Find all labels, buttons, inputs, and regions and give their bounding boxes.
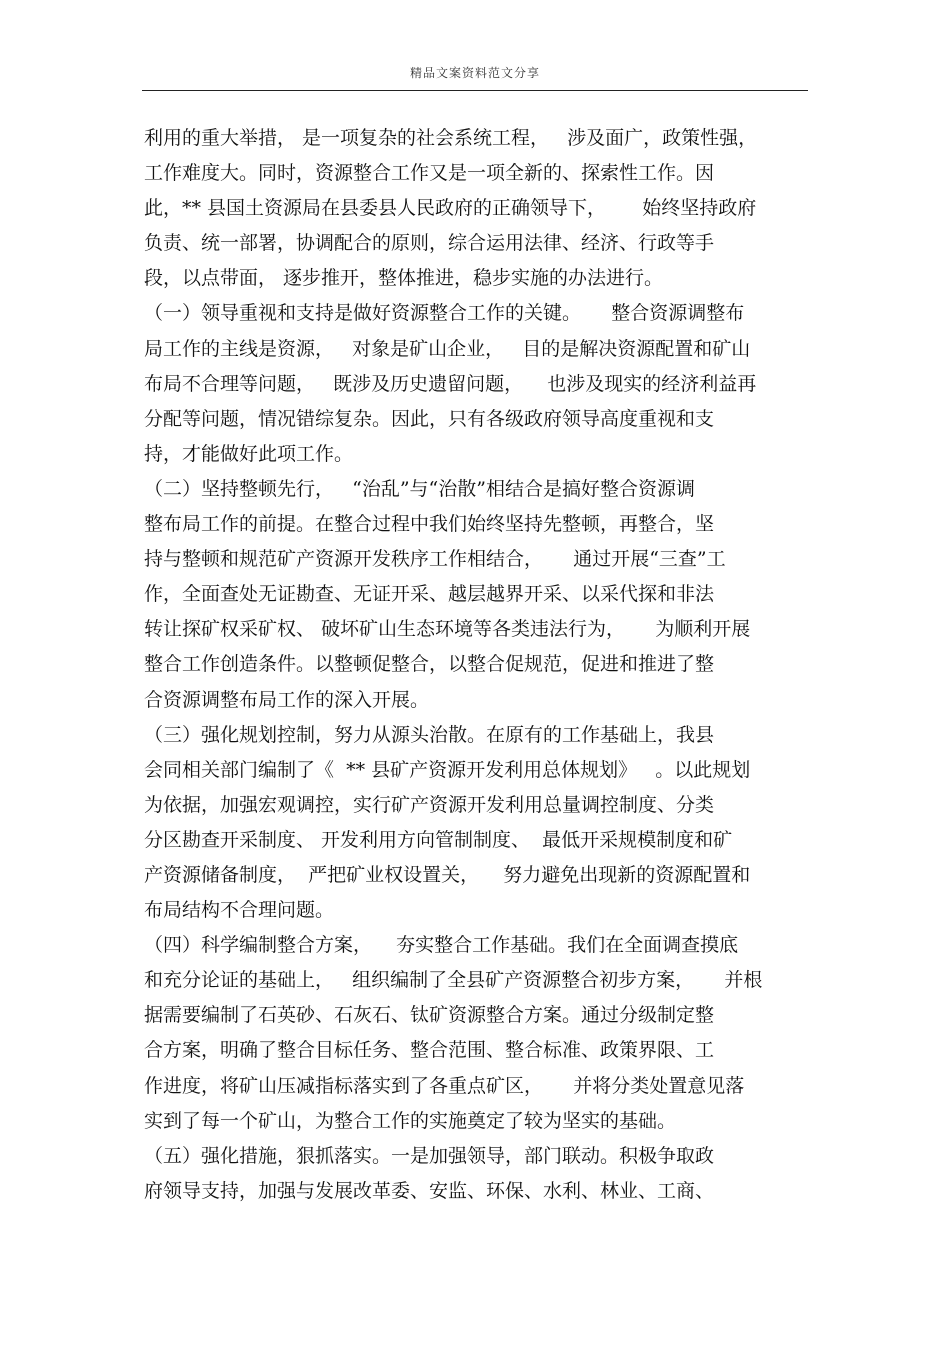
text-line: 持，才能做好此项工作。 [144, 442, 354, 465]
page-header: 精品文案资料范文分享 [409, 66, 540, 80]
text-line: （一）领导重视和支持是做好资源整合工作的关键。 整合资源调整布 [144, 302, 745, 325]
text-line: 负责、统一部署，协调配合的原则，综合运用法律、经济、行政等手 [144, 232, 715, 255]
text-line: 作进度，将矿山压减指标落实到了各重点矿区， 并将分类处置意见落 [144, 1074, 745, 1097]
text-line: 合方案，明确了整合目标任务、整合范围、整合标准、政策界限、工 [144, 1039, 715, 1062]
text-line: 利用的重大举措， 是一项复杂的社会系统工程， 涉及面广，政策性强， [144, 127, 758, 149]
text-line: 分配等问题，情况错综复杂。因此，只有各级政府领导高度重视和支 [144, 407, 715, 430]
text-line: 和充分论证的基础上， 组织编制了全县矿产资源整合初步方案， 并根 [144, 969, 763, 992]
text-line: 整布局工作的前提。在整合过程中我们始终坚持先整顿，再整合，坚 [144, 513, 715, 536]
text-line: 作，全面查处无证勘查、无证开采、越层越界开采、以采代探和非法 [144, 583, 715, 606]
text-line: 分区勘查开采制度、 开发利用方向管制制度、 最低开采规模制度和矿 [144, 828, 733, 851]
text-line: 为依据，加强宏观调控，实行矿产资源开发利用总量调控制度、分类 [144, 793, 715, 816]
text-line: 府领导支持，加强与发展改革委、安监、环保、水利、林业、工商、 [144, 1179, 715, 1202]
text-line: （五）强化措施，狠抓落实。一是加强领导，部门联动。积极争取政 [144, 1144, 715, 1167]
text-line: 会同相关部门编制了《 ** 县矿产资源开发利用总体规划》 。以此规划 [144, 758, 751, 781]
text-line: （三）强化规划控制，努力从源头治散。在原有的工作基础上，我县 [144, 723, 715, 746]
text-line: 整合工作创造条件。以整顿促整合，以整合促规范，促进和推进了整 [144, 653, 715, 676]
text-line: 段，以点带面， 逐步推开，整体推进，稳步实施的办法进行。 [144, 267, 664, 290]
document-body [144, 121, 808, 1209]
text-line: （四）科学编制整合方案， 夯实整合工作基础。我们在全面调查摸底 [144, 934, 739, 957]
text-line: （二）坚持整顿先行， “治乱”与“治散”相结合是搞好整合资源调 [144, 477, 695, 500]
text-line: 转让探矿权采矿权、 破坏矿山生态环境等各类违法行为， 为顺利开展 [144, 618, 751, 641]
text-line: 此，** 县国土资源局在县委县人民政府的正确领导下， 始终坚持政府 [144, 197, 757, 220]
text-line: 局工作的主线是资源， 对象是矿山企业， 目的是解决资源配置和矿山 [144, 337, 751, 360]
text-line: 布局不合理等问题， 既涉及历史遗留问题， 也涉及现实的经济利益再 [144, 372, 757, 395]
text-line: 布局结构不合理问题。 [144, 899, 335, 922]
text-line: 实到了每一个矿山，为整合工作的实施奠定了较为坚实的基础。 [144, 1109, 677, 1132]
text-line: 持与整顿和规范矿产资源开发秩序工作相结合， 通过开展“三查”工 [144, 548, 726, 571]
text-line: 据需要编制了石英砂、石灰石、钛矿资源整合方案。通过分级制定整 [144, 1004, 715, 1027]
text-line: 产资源储备制度， 严把矿业权设置关， 努力避免出现新的资源配置和 [144, 863, 751, 886]
text-line: 工作难度大。同时，资源整合工作又是一项全新的、探索性工作。因 [144, 162, 715, 185]
text-line: 合资源调整布局工作的深入开展。 [144, 688, 430, 711]
header-divider [142, 90, 808, 91]
